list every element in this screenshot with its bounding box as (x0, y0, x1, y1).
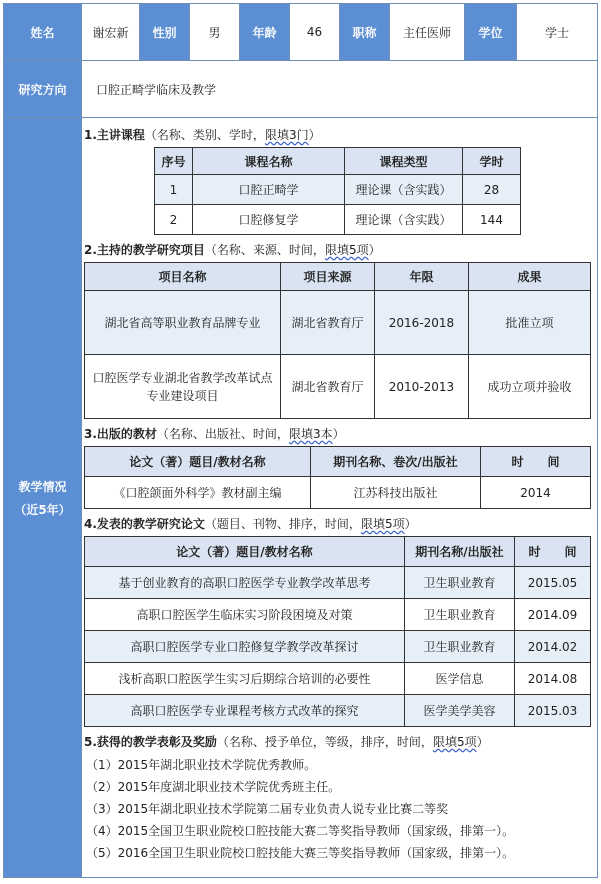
profile-table (3, 3, 598, 878)
course-type: 理论课（含实践） (345, 175, 463, 205)
list-item: （1）2015年湖北职业技术学院优秀教师。 (86, 758, 317, 772)
gender-value: 男 (190, 4, 240, 61)
list-item: （4）2015全国卫生职业院校口腔技能大赛二等奖指导教师（国家级，排第一）。 (86, 824, 515, 838)
table-row (85, 695, 591, 727)
course-hours: 144 (463, 205, 521, 235)
projects-limit: 限填5项 (324, 243, 369, 257)
textbooks-title (84, 425, 595, 442)
project-result: 批准立项 (469, 291, 591, 355)
list-item: （5）2016全国卫生职业院校口腔技能大赛三等奖指导教师（国家级，排第一）。 (86, 846, 515, 860)
textbook-time: 2014 (481, 477, 591, 509)
projects-header-years: 年限 (375, 263, 469, 291)
paper-title: 高职口腔医学专业课程考核方式改革的探究 (85, 695, 405, 727)
textbook-title: 《口腔颌面外科学》教材副主编 (85, 477, 311, 509)
project-source: 湖北省教育厅 (281, 355, 375, 419)
projects-title (84, 241, 595, 258)
title-label: 职称 (340, 4, 390, 61)
textbooks-header-publisher: 期刊名称、卷次/出版社 (311, 447, 481, 477)
age-label: 年龄 (240, 4, 290, 61)
awards-hint: （名称、授予单位，等级，排序，时间， (216, 735, 433, 749)
paper-title: 高职口腔医学生临床实习阶段困境及对策 (85, 599, 405, 631)
gender-label: 性别 (140, 4, 190, 61)
list-item: （2）2015年度湖北职业技术学院优秀班主任。 (86, 780, 341, 794)
name-value: 谢宏新 (82, 4, 140, 61)
courses-title (84, 126, 595, 143)
table-row (85, 355, 591, 419)
name-label: 姓名 (4, 4, 82, 61)
courses-header-name: 课程名称 (193, 148, 345, 175)
teaching-label-line2: （近5年） (14, 502, 71, 517)
teaching-label (4, 118, 82, 878)
course-no: 2 (155, 205, 193, 235)
papers-header-journal: 期刊名称/出版社 (405, 537, 515, 567)
list-item: （3）2015年湖北职业技术学院第二届专业负责人说专业比赛二等奖 (86, 802, 449, 816)
project-result: 成功立项并验收 (469, 355, 591, 419)
paper-time: 2015.03 (515, 695, 591, 727)
teaching-content (82, 118, 598, 878)
course-hours: 28 (463, 175, 521, 205)
awards-list (84, 754, 595, 864)
projects-header-source: 项目来源 (281, 263, 375, 291)
textbooks-header-title: 论文（著）题目/教材名称 (85, 447, 311, 477)
papers-limit: 限填5项 (360, 517, 405, 531)
paper-journal: 卫生职业教育 (405, 599, 515, 631)
table-row (85, 599, 591, 631)
projects-title-text: 2.主持的教学研究项目 (84, 243, 205, 257)
awards-limit: 限填5项 (432, 735, 477, 749)
table-row (85, 567, 591, 599)
table-row (85, 291, 591, 355)
papers-title (84, 515, 595, 532)
textbooks-limit: 限填3本 (288, 427, 333, 441)
course-name: 口腔修复学 (193, 205, 345, 235)
paper-title: 浅析高职口腔医学生实习后期综合培训的必要性 (85, 663, 405, 695)
textbook-publisher: 江苏科技出版社 (311, 477, 481, 509)
courses-hint: （名称、类别、学时， (144, 128, 265, 142)
projects-hint-end: ） (368, 243, 381, 257)
table-row (155, 205, 521, 235)
course-name: 口腔正畸学 (193, 175, 345, 205)
title-value: 主任医师 (390, 4, 465, 61)
textbooks-hint: （名称、出版社、时间， (156, 427, 289, 441)
awards-title-text: 5.获得的教学表彰及奖励 (84, 735, 217, 749)
projects-table (84, 262, 591, 419)
projects-hint: （名称、来源、时间， (204, 243, 325, 257)
course-type: 理论课（含实践） (345, 205, 463, 235)
research-value: 口腔正畸学临床及教学 (82, 61, 598, 118)
table-row (155, 175, 521, 205)
textbooks-hint-end: ） (332, 427, 345, 441)
courses-header-type: 课程类型 (345, 148, 463, 175)
table-row (85, 663, 591, 695)
projects-header-result: 成果 (469, 263, 591, 291)
courses-title-text: 1.主讲课程 (84, 128, 145, 142)
textbooks-title-text: 3.出版的教材 (84, 427, 157, 441)
projects-header-name: 项目名称 (85, 263, 281, 291)
paper-title: 基于创业教育的高职口腔医学专业教学改革思考 (85, 567, 405, 599)
courses-table (154, 147, 521, 235)
paper-journal: 卫生职业教育 (405, 567, 515, 599)
courses-header-no: 序号 (155, 148, 193, 175)
age-value: 46 (290, 4, 340, 61)
paper-journal: 卫生职业教育 (405, 631, 515, 663)
papers-title-text: 4.发表的教学研究论文 (84, 517, 205, 531)
table-row (85, 631, 591, 663)
courses-header-hours: 学时 (463, 148, 521, 175)
papers-header-time: 时 间 (515, 537, 591, 567)
paper-time: 2014.02 (515, 631, 591, 663)
paper-title: 高职口腔医学专业口腔修复学教学改革探讨 (85, 631, 405, 663)
textbooks-table (84, 446, 591, 509)
textbooks-header-time: 时 间 (481, 447, 591, 477)
courses-limit: 限填3门 (264, 128, 309, 142)
project-years: 2010-2013 (375, 355, 469, 419)
project-source: 湖北省教育厅 (281, 291, 375, 355)
papers-table (84, 536, 591, 727)
papers-hint: （题目、刊物、排序，时间， (204, 517, 361, 531)
degree-value: 学士 (517, 4, 598, 61)
project-name: 湖北省高等职业教育品牌专业 (85, 291, 281, 355)
teaching-label-line1: 教学情况 (18, 479, 67, 494)
awards-hint-end: ） (476, 735, 489, 749)
paper-journal: 医学信息 (405, 663, 515, 695)
research-label: 研究方向 (4, 61, 82, 118)
paper-time: 2014.09 (515, 599, 591, 631)
papers-header-title: 论文（著）题目/教材名称 (85, 537, 405, 567)
course-no: 1 (155, 175, 193, 205)
paper-journal: 医学美学美容 (405, 695, 515, 727)
courses-hint-end: ） (308, 128, 321, 142)
degree-label: 学位 (465, 4, 517, 61)
paper-time: 2015.05 (515, 567, 591, 599)
project-years: 2016-2018 (375, 291, 469, 355)
awards-title (84, 733, 595, 750)
paper-time: 2014.08 (515, 663, 591, 695)
papers-hint-end: ） (404, 517, 417, 531)
project-name: 口腔医学专业湖北省教学改革试点专业建设项目 (85, 355, 281, 419)
table-row (85, 477, 591, 509)
